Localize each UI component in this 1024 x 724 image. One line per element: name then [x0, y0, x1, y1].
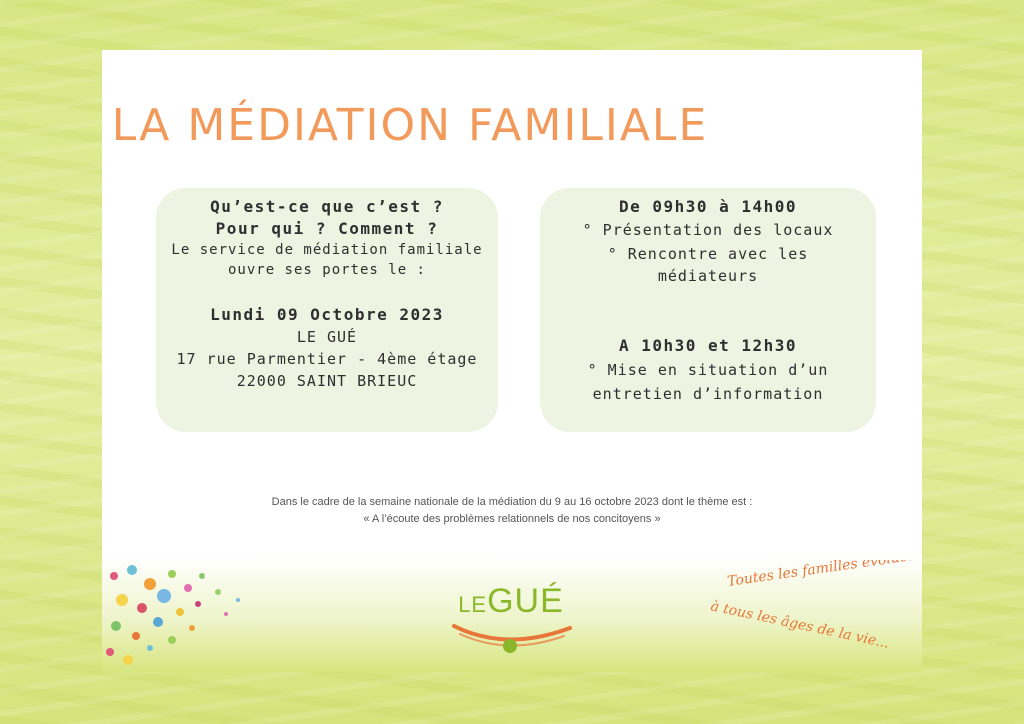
logo-gue: GUÉ [487, 582, 564, 620]
event-date: Lundi 09 Octobre 2023 [210, 305, 444, 324]
footnote-line-1: Dans le cadre de la semaine nationale de la médiation du 9 au 16 octobre 2023 dont le thème est : [271, 496, 753, 508]
session-item-3a: ° Mise en situation d’un [587, 361, 829, 379]
le-gue-logo [446, 576, 576, 666]
session-time-1: De 09h30 à 14h00 [618, 197, 798, 216]
venue-city: 22000 SAINT BRIEUC [236, 372, 418, 390]
intro-line-2: ouvre ses portes le : [227, 262, 426, 278]
page-title: LA MÉDIATION FAMILIALE [111, 100, 709, 151]
slogan-line-1: Toutes les familles évoluent, [726, 560, 920, 590]
session-item-3b: entretien d’information [592, 385, 824, 403]
venue-name: LE GUÉ [296, 328, 358, 346]
logo-swoosh-icon [446, 616, 576, 666]
intro-line-1: Le service de médiation familiale [171, 242, 483, 258]
info-box-left [156, 188, 498, 432]
session-item-2a: ° Rencontre avec les [607, 245, 809, 263]
session-time-2: A 10h30 et 12h30 [618, 336, 798, 355]
footnote [102, 494, 922, 528]
logo-le: LE [458, 592, 488, 617]
venue-address: 17 rue Parmentier - 4ème étage [176, 350, 478, 368]
slogan [700, 560, 920, 670]
question-line-2: Pour qui ? Comment ? [215, 219, 439, 238]
info-box-right [540, 188, 876, 432]
slogan-line-2: à tous les âges de la vie... [709, 598, 891, 652]
confetti-decoration-icon [102, 556, 262, 672]
session-item-2b: médiateurs [657, 267, 759, 285]
footnote-line-2: « A l’écoute des problèmes relationnels de nos concitoyens » [363, 513, 661, 525]
session-item-1: ° Présentation des locaux [582, 221, 834, 239]
question-line-1: Qu’est-ce que c’est ? [210, 197, 444, 216]
